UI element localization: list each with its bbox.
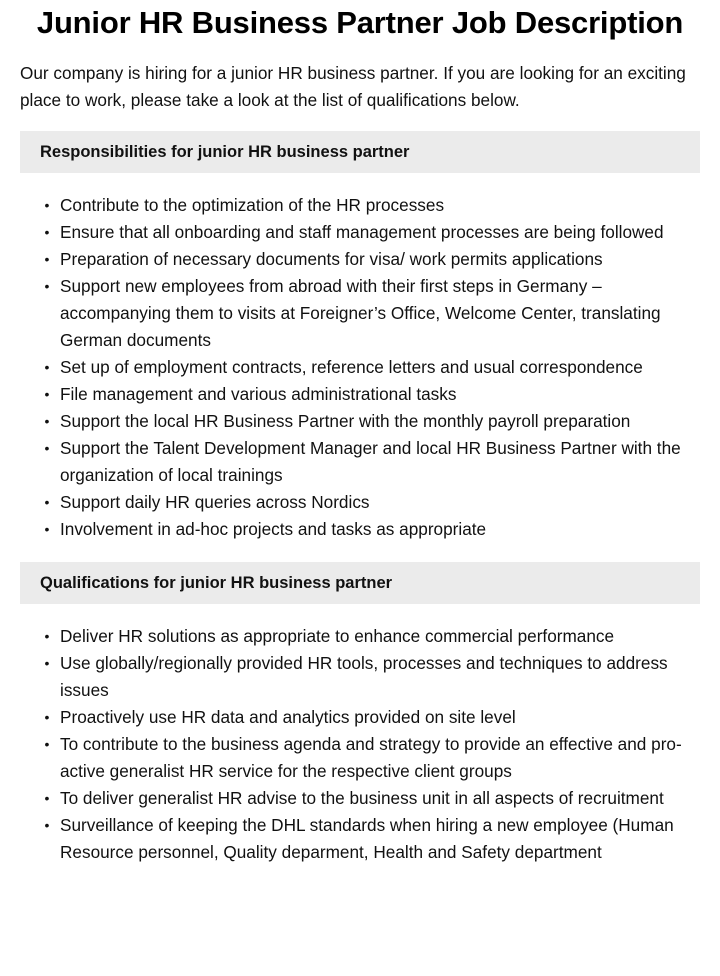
list-item-text: Use globally/regionally provided HR tools, processes and techniques to address issues: [60, 653, 668, 700]
bullet-icon: •: [44, 817, 50, 833]
bullet-icon: •: [44, 413, 50, 429]
bullet-icon: •: [44, 736, 50, 752]
bullet-icon: •: [44, 251, 50, 267]
intro-paragraph: Our company is hiring for a junior HR business partner. If you are looking for an exciting place to work, please take a look at the list of qualifications below.: [20, 63, 686, 110]
list-item-text: Deliver HR solutions as appropriate to enhance commercial performance: [60, 626, 615, 646]
list-item: [44, 623, 700, 650]
list-item-text: To contribute to the business agenda and strategy to provide an effective and pro-active generalist HR service for the respective client groups: [60, 734, 682, 781]
list-item: [44, 246, 700, 273]
bullet-icon: •: [44, 709, 50, 725]
bullet-icon: •: [44, 440, 50, 456]
list-item-text: Preparation of necessary documents for visa/ work permits applications: [60, 249, 603, 269]
list-item-text: Surveillance of keeping the DHL standards when hiring a new employee (Human Resource personnel, Quality deparment, Health and Safety department: [60, 815, 674, 862]
bullet-icon: •: [44, 521, 50, 537]
list-item-text: Support the local HR Business Partner with the monthly payroll preparation: [60, 411, 631, 431]
page-title: Junior HR Business Partner Job Description: [36, 5, 684, 40]
list-item-text: Contribute to the optimization of the HR processes: [60, 195, 445, 215]
responsibilities-list: [20, 192, 700, 543]
list-item-text: Ensure that all onboarding and staff management processes are being followed: [60, 222, 664, 242]
list-item: [44, 273, 700, 354]
list-item: [44, 812, 700, 866]
responsibilities-heading: Responsibilities for junior HR business partner: [20, 131, 700, 173]
bullet-icon: •: [44, 655, 50, 671]
list-item-text: Set up of employment contracts, reference letters and usual correspondence: [60, 357, 643, 377]
list-item: [44, 704, 700, 731]
list-item: [44, 219, 700, 246]
list-item: [44, 192, 700, 219]
list-item: [44, 408, 700, 435]
list-item: [44, 489, 700, 516]
list-item: [44, 381, 700, 408]
bullet-icon: •: [44, 278, 50, 294]
list-item-text: Support new employees from abroad with their first steps in Germany – accompanying them to visits at Foreigner’s Office, Welcome Center, translating German documents: [60, 276, 661, 350]
qualifications-heading: Qualifications for junior HR business partner: [20, 562, 700, 604]
list-item: [44, 785, 700, 812]
list-item-text: To deliver generalist HR advise to the business unit in all aspects of recruitment: [60, 788, 664, 808]
bullet-icon: •: [44, 359, 50, 375]
list-item-text: Involvement in ad-hoc projects and tasks as appropriate: [60, 519, 487, 539]
list-item: [44, 435, 700, 489]
bullet-icon: •: [44, 790, 50, 806]
list-item-text: Proactively use HR data and analytics provided on site level: [60, 707, 516, 727]
list-item: [44, 354, 700, 381]
qualifications-list: [20, 623, 700, 866]
list-item-text: File management and various administrational tasks: [60, 384, 457, 404]
bullet-icon: •: [44, 494, 50, 510]
bullet-icon: •: [44, 197, 50, 213]
list-item-text: Support the Talent Development Manager and local HR Business Partner with the organization of local trainings: [60, 438, 681, 485]
list-item: [44, 516, 700, 543]
bullet-icon: •: [44, 628, 50, 644]
bullet-icon: •: [44, 386, 50, 402]
list-item-text: Support daily HR queries across Nordics: [60, 492, 370, 512]
list-item: [44, 650, 700, 704]
bullet-icon: •: [44, 224, 50, 240]
list-item: [44, 731, 700, 785]
